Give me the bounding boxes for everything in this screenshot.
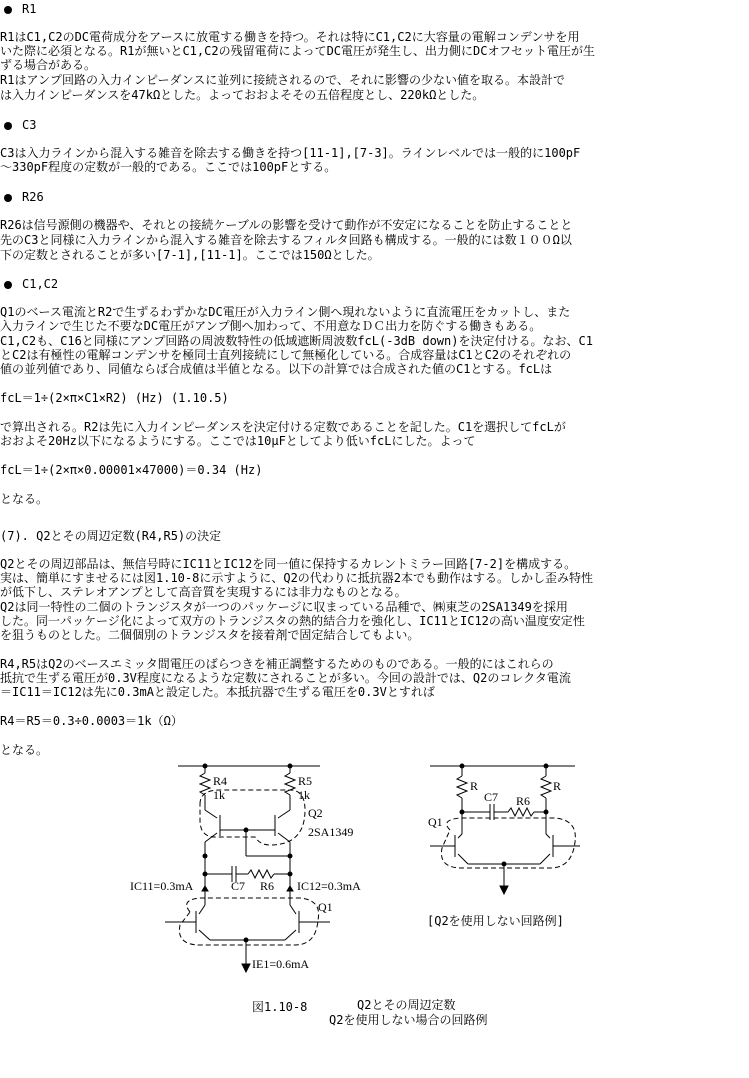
paragraph-line: となる。 (0, 743, 49, 757)
paragraph-line: 下の定数とされることが多い[7-1],[11-1]。ここでは150Ωとした。 (0, 248, 380, 262)
tail-arrow-icon (500, 886, 508, 894)
ie1-arrow-icon (242, 964, 250, 972)
q1-package-outline (179, 898, 318, 945)
paragraph-line: が低下し、ステレオアンプとして高音質を実現するには非力なものとなる。 (0, 585, 407, 599)
q2-label: Q2 (308, 806, 323, 820)
r4-resistor-symbol (200, 766, 210, 810)
r-right-label: R (553, 779, 562, 793)
paragraph-line: ずる場合がある。 (0, 58, 97, 72)
junction-dot (288, 764, 292, 768)
paragraph-line: 抵抗で生ずる電圧が0.3V程度になるような定数にされることが多い。今回の設計では、Q2のコレクタ電流 (0, 671, 571, 685)
paragraph-line: R4,R5はQ2のベースエミッタ間電圧のばらつきを補正調整するためのものである。一般的にはこれらの (0, 657, 554, 671)
formula-fcl: fcL＝1÷(2×π×C1×R2) (Hz) (1.10.5) (0, 391, 229, 405)
section-heading-q2: (7). Q2とその周辺定数(R4,R5)の決定 (0, 529, 222, 543)
c7-capacitor-symbol (462, 804, 508, 820)
r-left-resistor-symbol (457, 766, 467, 812)
paragraph-line: おおよそ20Hz以下になるようにする。ここでは10μFとしてより低いfcLにした。よって (0, 434, 476, 448)
ic12-label: IC12=0.3mA (297, 879, 361, 893)
ic12-arrow-icon (287, 886, 293, 891)
paragraph-line: とC2は有極性の電解コンデンサを極同士直列接続にして無極化している。合成容量はC1とC2のそれぞれの (0, 348, 572, 362)
paragraph-line: Q1のベース電流とR2で生ずるわずかなDC電圧が入力ライン側へ現れないように直流電圧をカットし、また (0, 305, 571, 319)
formula-fcl-value: fcL＝1÷(2×π×0.00001×47000)＝0.34 (Hz) (0, 463, 263, 477)
heading-text: R26 (22, 190, 44, 204)
right-circuit-caption: [Q2を使用しない回路例] (427, 914, 564, 928)
c7-label: C7 (231, 879, 246, 893)
paragraph-line: 入力ラインで生じた不要なDC電圧がアンプ側へ加わって、不用意なＤＣ出力を防ぐする働きもある。 (0, 319, 542, 333)
r5-label: R5 (298, 774, 313, 788)
r4-value-label: 1k (213, 788, 225, 802)
figure-number: 図1.10-8 (252, 1000, 308, 1014)
r6-label: R6 (516, 794, 531, 808)
junction-dot (288, 854, 292, 858)
paragraph-line: は入力インピーダンスを47kΩとした。よっておおよそその五倍程度とし、220kΩとした。 (0, 88, 485, 102)
r4-label: R4 (213, 774, 228, 788)
formula-r4-r5: R4＝R5＝0.3÷0.0003＝1k（Ω） (0, 714, 183, 728)
paragraph-line: 先のC3と同様に入力ラインから混入する雑音を除去するフィルタ回路も構成する。一般的には数１００Ω以 (0, 233, 572, 247)
ic11-label: IC11=0.3mA (130, 879, 194, 893)
figure-title: Q2とその周辺定数 (357, 998, 456, 1012)
q1-left-transistor-symbol (165, 905, 246, 940)
q2-part-label: 2SA1349 (308, 825, 354, 839)
r6-resistor-symbol (248, 870, 290, 878)
paragraph-line: を狙うものとした。二個個別のトランジスタを接着剤で固定結合してもよい。 (0, 628, 420, 642)
heading-text: C3 (22, 118, 37, 132)
paragraph-line: 値の並列値であり、同値ならば合成値は半値となる。以下の計算では合成された値のC1とする。fcLは (0, 362, 553, 376)
ie1-label: IE1=0.6mA (252, 957, 310, 971)
right-circuit-diagram (428, 764, 580, 894)
left-circuit-diagram (130, 764, 361, 972)
paragraph-line: R1はC1,C2のDC電荷成分をアースに放電する働きを持つ。それは特にC1,C2に大容量の電解コンデンサを用 (0, 30, 580, 44)
paragraph-line: Q2とその周辺部品は、無信号時にIC11とIC12を同一値に保持するカレントミラー回路[7-2]を構成する。 (0, 557, 577, 571)
paragraph-line: で算出される。R2は先に入力インピーダンスを決定付ける定数であることを記した。C1を選択してfcLが (0, 420, 566, 434)
q2-left-transistor-symbol (205, 810, 246, 856)
junction-dot (203, 854, 207, 858)
r6-label: R6 (260, 879, 275, 893)
paragraph-line: C3は入力ラインから混入する雑音を除去する働きを持つ[11-1],[7-3]。ラインレベルでは一般的に100pF (0, 146, 581, 160)
q1-label: Q1 (428, 815, 443, 829)
paragraph-line: R1はアンプ回路の入力インピーダンスに並列に接続されるので、それに影響の少ない値を取る。本設計で (0, 73, 566, 87)
heading-text: C1,C2 (22, 277, 59, 291)
figure-subtitle: Q2を使用しない場合の回路例 (329, 1013, 488, 1027)
paragraph-line: いた際に必須となる。R1が無いとC1,C2の残留電荷によってDC電圧が発生し、出力側にDCオフセット電圧が生 (0, 44, 595, 58)
junction-dot (244, 828, 248, 832)
junction-dot (460, 764, 464, 768)
r-left-label: R (470, 779, 479, 793)
junction-dot (203, 872, 207, 876)
junction-dot (288, 872, 292, 876)
r5-resistor-symbol (285, 766, 295, 810)
paragraph-line: 実は、簡単にすませるには図1.10-8に示すように、Q2の代わりに抵抗器2本でも動作はする。しかし歪み特性 (0, 571, 594, 585)
r-right-resistor-symbol (541, 766, 551, 812)
paragraph-line: ＝IC11＝IC12は先に0.3mAと設定した。本抵抗器で生ずる電圧を0.3Vとすれば (0, 685, 435, 699)
paragraph-line: C1,C2も、C16と同様にアンプ回路の周波数特性の低域遮断周波数fcL(-3dB down)を決定付ける。なお、C1 (0, 334, 593, 348)
heading-text: R1 (22, 2, 37, 16)
junction-dot (203, 764, 207, 768)
junction-dot (544, 764, 548, 768)
r6-resistor-symbol (508, 808, 546, 816)
ic11-arrow-icon (202, 886, 208, 891)
q1-label: Q1 (318, 900, 333, 914)
paragraph-line: した。同一パッケージ化によって双方のトランジスタの熱的結合力を強化し、IC11とIC12の高い温度安定性 (0, 614, 585, 628)
paragraph-line: R26は信号源側の機器や、それとの接続ケーブルの影響を受けて動作が不安定になることを防止することと (0, 218, 573, 232)
paragraph-line: ～330pF程度の定数が一般的である。ここでは100pFとする。 (0, 160, 337, 174)
paragraph-line: となる。 (0, 492, 49, 506)
q1-left-transistor-symbol (430, 834, 504, 864)
c7-label: C7 (484, 790, 499, 804)
paragraph-line: Q2は同一特性の二個のトランジスタが一つのパッケージに収まっている品種で、㈱東芝の2SA1349を採用 (0, 600, 568, 614)
r5-value-label: 1k (298, 788, 310, 802)
